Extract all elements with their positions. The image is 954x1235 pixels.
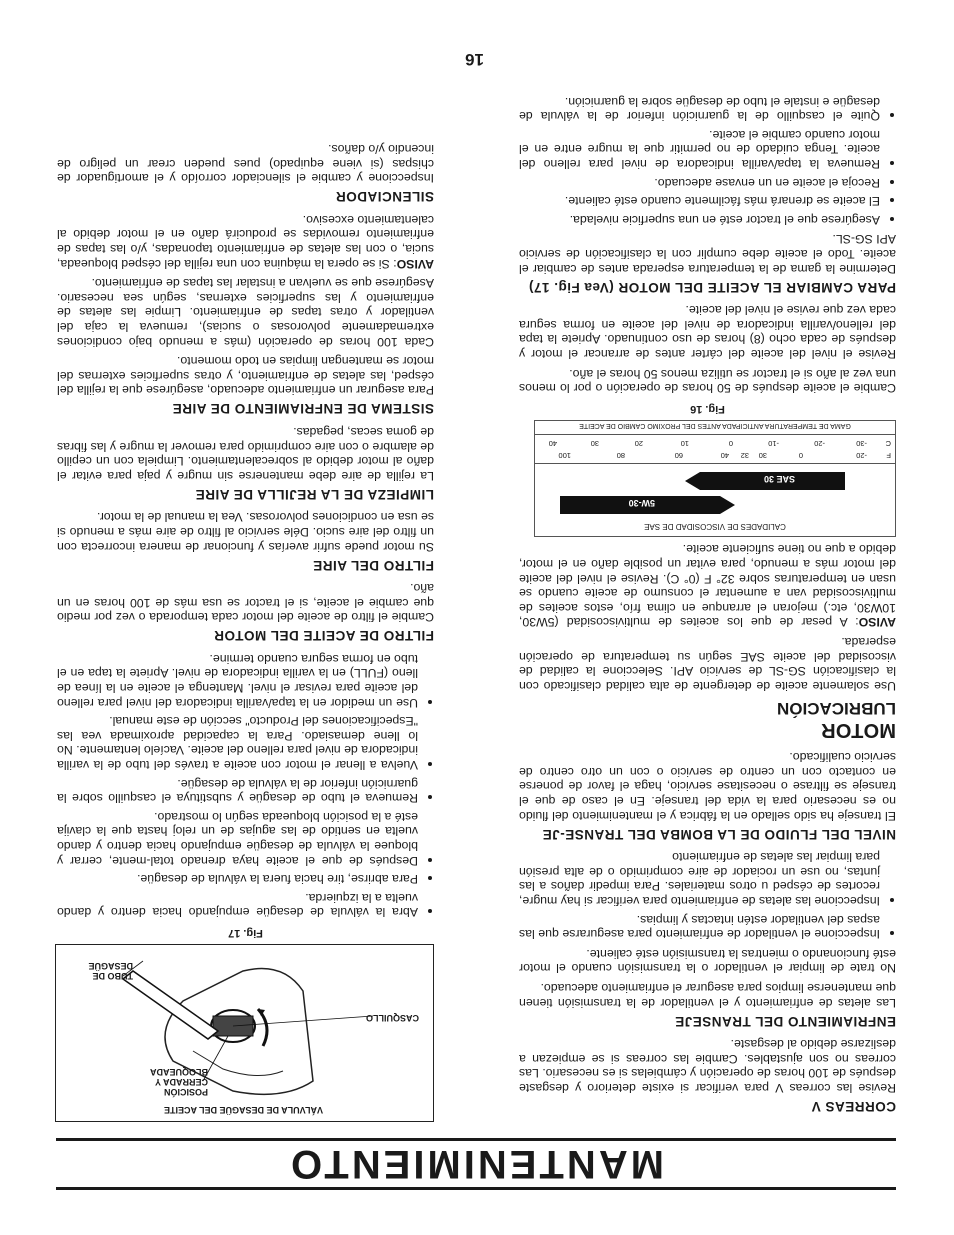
title-bar [56, 1138, 896, 1190]
c-tick: 30 [590, 438, 599, 448]
list-item: • Recoja el aceite en un envase adecuado. [519, 175, 880, 190]
sistema-heading: SISTEMA DE ENFRIAMIENTO DE AIRE [172, 401, 434, 417]
aviso-text: : Si se opera la máquina con una rejilla del césped bloqueada, sucia, o con las aletas de enfriamiento taponadas, y/o las tapas de enfriamiento removidas se producirá daño en el motor debido al calentamiento excesivo. [57, 212, 434, 271]
enfriamiento-text: Las aletas de enfriamiento y el ventilador de la transmisión tienen que mantenerse limpios para asegurar el enfriamiento adecuado. [519, 981, 896, 1010]
motor-heading: MOTOR [820, 718, 896, 741]
left-column [519, 89, 896, 1122]
aviso-label: AVISO [858, 615, 896, 630]
c-tick: -20 [814, 438, 825, 448]
cap-label: CASQUILLO [366, 1013, 419, 1023]
f-tick: 100 [558, 450, 571, 460]
viscosity-bars [545, 466, 885, 518]
c-tick: 10 [680, 438, 689, 448]
sistema-text-2: Cada 100 horas de operación (más a menudo bajo condiciones extremadamente polvorosas o sucias), remueva la caja del ventilador y otras tapas de enfriamiento. Limpie las aletas de enfriamiento y las superficies externas, según sea necesario. Asegúrese que se vuelvan a instalar las tapas de enfriamiento. [57, 276, 434, 349]
list-item: • Después de que el aceite haya drenado total-mente, cerrar y bloquee la válvula de desagüe empujando hacia dentro y dando vuelta en sentido de las agujas de un reloj hasta que la clavija esté a la posición bloqueada según lo mostrado. [57, 809, 418, 867]
correas-heading: CORREAS V [811, 1099, 896, 1114]
list-item: • Para abrirse, tire hacia fuera la válvula de desagüe. [57, 872, 418, 887]
f-tick: 32 [740, 450, 749, 460]
silenciador-text: Inspeccione y cambie el silenciador corroído y el amortiguador de chispas (si viene equipado) pues pueden crear un peligro de incendio y/o daños. [57, 142, 434, 186]
filtro-aire-text: Su motor puede sufrir averías y funcionar de manera incorrecta con un filtro del aire sucio. Déle servicio al filtro de aire más a menudo si se usa en condiciones polvorosas. Vea la manual de la motor. [57, 510, 434, 554]
cambiar-list [519, 94, 896, 227]
fig17-caption: Fig. 17 [228, 927, 263, 939]
fig16-footer: GAMA DE TEMPERATURA ANTICIPADA ANTES DEL PROXIMO CAMBIO DE ACEITE [535, 417, 895, 435]
c-tick: 20 [634, 438, 643, 448]
cambiar-heading: PARA CAMBIAR EL ACEITE DEL MOTOR (Vea Fig. 17) [528, 279, 896, 295]
motor-text-2: Cambie el aceite después de 50 horas de operación o por lo menos una vez al año si el tractor se utiliza menos 50 horas el año. [519, 366, 896, 396]
f-tick: -20 [856, 450, 867, 460]
list-item: • Use un medidor en la tapa/varilla indicadora del nivel para relleno del aceite para revisar el nivel. Mantenga el aceite en la línea de lleno (FULL) en la varilla indicadora de nivel. Apriete la tapa en el tubo en forma segura cuando termine. [57, 651, 418, 709]
c-scale [535, 440, 895, 450]
fig16-caption: Fig. 16 [690, 402, 725, 415]
list-item: • Vuelva a llenar el motor con aceite a través del tubo de la varilla indicadora de nivel para relleno del aceite. Vacíelo lentamente. No lo llene demasiado. Para la capacidad aproximada vea las "Especificaciones del Producto" sección de este manual. [57, 714, 418, 772]
sistema-aviso [57, 212, 434, 270]
c-tick: 40 [548, 438, 557, 448]
correas-text: Revise las correas V para verificar si existe deterioro y desgaste después de 100 horas de operación y cámbielas si es necesario. Las correas no son ajustables. Cambie las correas si se empiezan a deslizarse debido al desgaste. [519, 1037, 896, 1095]
c-tick: -30 [856, 438, 867, 448]
f-scale [535, 450, 895, 464]
enfriamiento-text-2: No trate de limpiar el ventilador o la transmisión cuando el motor esté funcionando o mientras la transmisión esté caliente. [519, 946, 896, 976]
lubricacion-heading: LUBRICACIÓN [777, 698, 896, 718]
c-tick: -10 [768, 438, 779, 448]
f-tick: 30 [758, 450, 767, 460]
f-label: F [886, 450, 891, 460]
bar-5w30-arrow [720, 496, 735, 514]
motor-aviso [519, 542, 896, 630]
silenciador-heading: SILENCIADOR [335, 189, 434, 205]
f-tick: 60 [674, 450, 683, 460]
drain-steps-list [57, 651, 434, 919]
fluido-heading: NIVEL DEL FLUIDO DE LA BOMBA DEL TRANSE-JE [542, 826, 896, 842]
position-label: POSICIÓN CERRADA Y BLOQUEADA [150, 1067, 208, 1097]
viscosity-chart [534, 420, 896, 537]
aviso-label: AVISO [396, 256, 434, 271]
f-tick: 80 [616, 450, 625, 460]
enfriamiento-list [519, 850, 896, 942]
bar-5w30-label: 5W-30 [628, 497, 655, 508]
f-tick: 40 [720, 450, 729, 460]
motor-text-3: Revise el nivel del aceite del cárter antes de arrancar el motor y después de cada ocho (8) horas de uso continuado. Apriete la tapa del relleno/varilla indicadora de nivel del aceite en forma segura cada vez que revise el nivel del aceite. [519, 303, 896, 361]
bar-sae30-arrow [685, 472, 700, 490]
rejilla-heading: LIMPIEZA DE LA REJILLA DE AIRE [195, 486, 434, 502]
list-item: • Abra la válvula de desagüe empujando hacia dentro y dando vuelta a la izquierda. [57, 890, 418, 919]
list-item: • Remueva la tapa/varilla indicadora de nivel para relleno del aceite. Tenga cuidado de no permitir que la mugre entre en el motor cuando cambie el aceite. [519, 127, 880, 171]
aviso-text: : A pesar de que los aceites de multiviscosidad (5W30, 10W30, etc.) mejoran el arranque en clima frío, estos aceites de multiviscosidad van a aumentar el consumo de aceite cuando se usan en temperaturas sobre 32° F (0° C). Revise el nivel del aceite del motor más a menudo, para evitar un posible daño en el motor, debido a que no tiene suficiente aceite. [519, 542, 896, 630]
page-title: MANTENIMIENTO [287, 1142, 665, 1186]
list-item: • El aceite se drenará más fácilmente cuando esté caliente. [519, 194, 880, 209]
filtro-aire-heading: FILTRO DEL AIRE [312, 557, 434, 573]
f-tick: 0 [798, 450, 803, 460]
cambiar-text: Determine la gama de la temperatura esperada antes de cambiar el aceite. Todo el aceite debe cumplir con la clasificación de servicio API SG-SL. [519, 232, 896, 276]
c-tick: 0 [728, 438, 733, 448]
tube-label: TUBO DE DESAGÜE [88, 961, 133, 981]
list-item: • Asegúrese que el tractor esté en una superficie nivelada. [519, 212, 880, 227]
page-number: 16 [465, 50, 484, 69]
motor-text: Use solamente aceite de detergente de alta calidad clasificado con la clasificación SG-SL de servicio API. Seleccione la calidad de viscosidad del aceite SAE según su temperatura de operación esperada. [519, 634, 896, 693]
filtro-aceite-text: Cambie el filtro de aceite del motor cada temporada o vez por medio que cambie el aceite, si el tractor se usa más de 100 horas en un año. [57, 581, 434, 625]
title-rule-top [56, 1187, 896, 1190]
enfriamiento-heading: ENFRIAMIENTO DEL TRANSEJE [674, 1013, 896, 1029]
list-item: • Remueva el tubo de desagüe y substituya el casquillo sobre la guarnición inferior de la válvula de desagüe. [57, 776, 418, 805]
list-item: • Inspeccione las aletas de enfriamiento para verificar si hay mugre, recortes de césped u otros materiales. Para impedir daños a las juntas, no use un rociador de aire comprimido o de alta presión para limpiar las aletas de enfriamiento [519, 850, 880, 908]
sistema-text: Para asegurar un enfriamiento adecuado, asegúrese que la rejilla del césped, las aletas de enfriamiento, y otras superficies externas del motor se mantengan limpias en todo momento. [57, 354, 434, 398]
list-item: • Inspeccione el ventilador de enfriamiento para asegurarse que las aspas del ventilador estén intactas y limpias. [519, 912, 880, 941]
filtro-aceite-heading: FILTRO DE ACEITE DEL MOTOR [213, 628, 434, 644]
bar-sae30-label: SAE 30 [763, 473, 795, 484]
fluido-text: El transeje ha sido sellado en la fábrica y el mantenimiento del fluido no es necesario para la vida del transeje. En el caso de que el transeje se filtrase o necesitase servicio, haga el favor de ponerse en contacto con un centro de servicio o con un otro centro de servicio cualificado. [519, 750, 896, 823]
right-column [57, 136, 434, 1122]
list-item: • Quite el casquillo de la guarnición inferior de la válvula de desagüe e instale el tubo de desagüe sobre la guarnición. [519, 94, 880, 123]
rejilla-text: La rejilla de aire debe mantenerse sin mugre y paja para evitar el daño al motor debido al sobrecalentamiento. Limpiela con un cepillo de alambre o con aire comprimido para remover la mugre y las fibras de goma secas, pegadas. [57, 424, 434, 483]
drain-valve-figure [55, 944, 434, 1122]
title-rule-bottom [56, 1138, 896, 1141]
c-label: C [885, 438, 891, 448]
fig16-header: CALIDADES DE VISCOSIDAD DE SAE [644, 521, 786, 531]
fig17-title: VÁLVULA DE DESAGÜE DEL ACEITE [163, 1105, 323, 1115]
